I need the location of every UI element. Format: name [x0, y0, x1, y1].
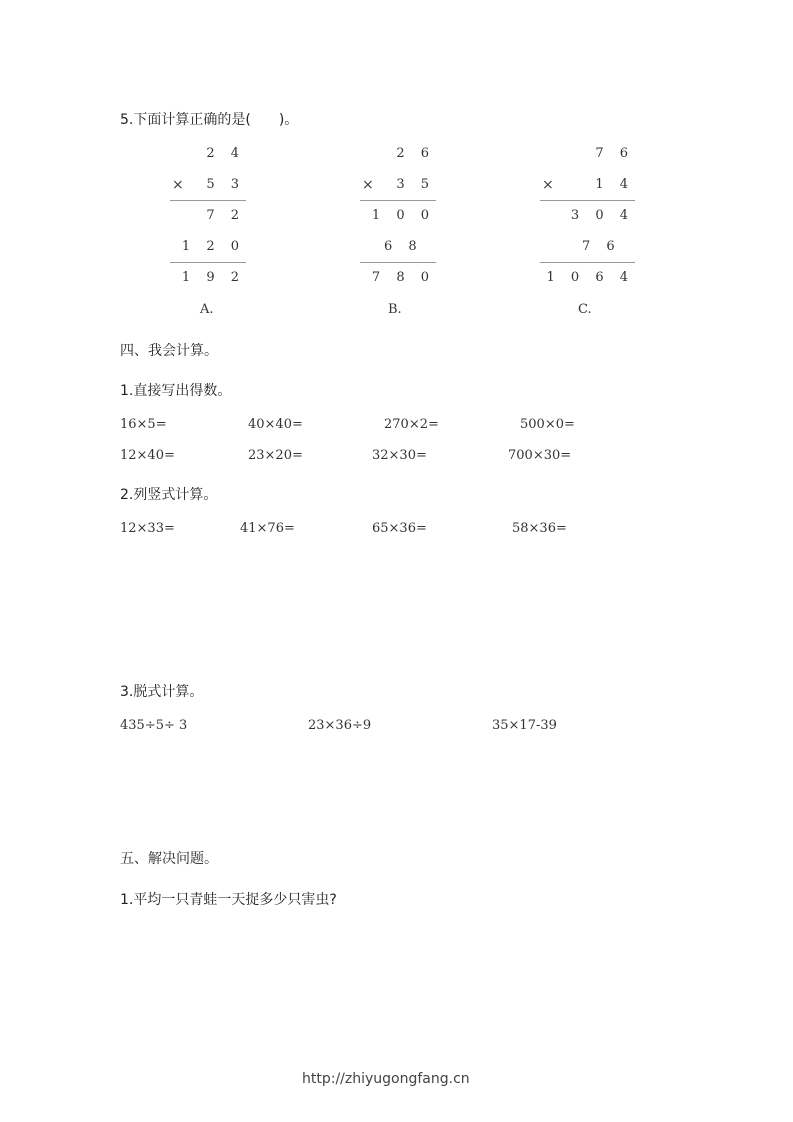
- option-b-multiplicand: 2 6: [396, 146, 435, 161]
- sub3-title: 3.脱式计算。: [120, 684, 204, 700]
- section-5-title: 五、解决问题。: [120, 851, 218, 867]
- footer-url[interactable]: http://zhiyugongfang.cn: [302, 1071, 470, 1087]
- option-c-multiplier: 1 4: [595, 177, 634, 192]
- calc-item: 35×17-39: [492, 718, 557, 733]
- option-c-times-sign: ×: [542, 177, 554, 193]
- option-a-times-sign: ×: [172, 177, 184, 193]
- q5-title: 5.下面计算正确的是( )。: [120, 112, 299, 128]
- calc-item: 12×40=: [120, 448, 175, 463]
- calc-item: 700×30=: [508, 448, 572, 463]
- option-c-partial-1: 3 0 4: [570, 208, 634, 223]
- option-b-times-sign: ×: [362, 177, 374, 193]
- option-a-multiplier: 5 3: [206, 177, 245, 192]
- option-c-rule-2: [540, 262, 635, 263]
- sub2-title: 2.列竖式计算。: [120, 487, 218, 503]
- option-b-rule-1: [360, 200, 436, 201]
- sub1-title: 1.直接写出得数。: [120, 383, 232, 399]
- calc-item: 12×33=: [120, 521, 175, 536]
- calc-item: 435÷5÷ 3: [120, 718, 188, 733]
- option-b-partial-1: 1 0 0: [371, 208, 435, 223]
- option-b-multiplier: 3 5: [396, 177, 435, 192]
- calc-item: 65×36=: [372, 521, 427, 536]
- calc-item: 23×20=: [248, 448, 303, 463]
- option-c-multiplicand: 7 6: [595, 146, 634, 161]
- option-a-partial-2: 1 2 0: [181, 239, 245, 254]
- option-a-rule-2: [170, 262, 246, 263]
- option-a-result: 1 9 2: [181, 270, 245, 285]
- option-c-label: C.: [578, 302, 592, 317]
- option-a-rule-1: [170, 200, 246, 201]
- calc-item: 500×0=: [520, 417, 575, 432]
- calc-item: 41×76=: [240, 521, 295, 536]
- option-a-label: A.: [200, 302, 214, 317]
- calc-item: 40×40=: [248, 417, 303, 432]
- section-4-title: 四、我会计算。: [120, 343, 218, 359]
- option-b-label: B.: [388, 302, 402, 317]
- option-a-multiplicand: 2 4: [206, 146, 245, 161]
- option-b-partial-2: 6 8: [384, 239, 423, 254]
- calc-item: 23×36÷9: [308, 718, 372, 733]
- problem-1-text: 1.平均一只青蛙一天捉多少只害虫?: [120, 892, 337, 908]
- calc-item: 16×5=: [120, 417, 167, 432]
- calc-item: 270×2=: [384, 417, 439, 432]
- option-c-result: 1 0 6 4: [546, 270, 634, 285]
- option-c-rule-1: [540, 200, 635, 201]
- option-c-partial-2: 7 6: [582, 239, 621, 254]
- option-b-result: 7 8 0: [371, 270, 435, 285]
- calc-item: 58×36=: [512, 521, 567, 536]
- option-a-partial-1: 7 2: [206, 208, 245, 223]
- calc-item: 32×30=: [372, 448, 427, 463]
- option-b-rule-2: [360, 262, 436, 263]
